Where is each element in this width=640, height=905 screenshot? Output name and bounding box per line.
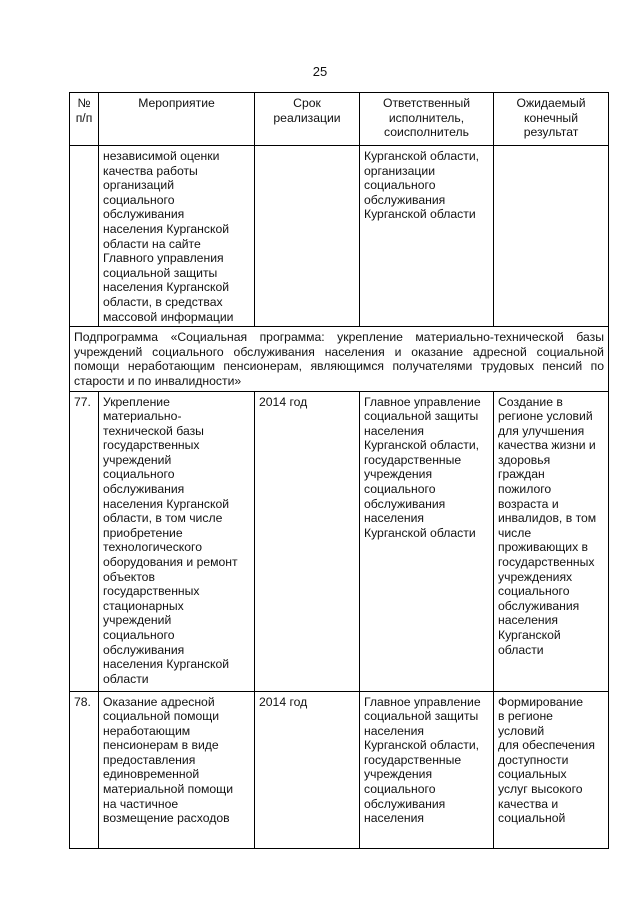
activities-table <box>69 92 609 849</box>
table-row <box>70 146 609 327</box>
row-activity: независимой оценки качества работы организаций социального обслуживания населения Курганской области на сайте Главного управления социальной защиты населения Курганской области, в средствах массовой информации <box>99 146 255 327</box>
row-activity: Оказание адресной социальной помощи неработающим пенсионерам в виде предоставления единовременной материальной помощи на частичное возмещение расходов <box>99 691 255 848</box>
row-num: 78. <box>70 691 99 848</box>
row-executor: Курганской области, организации социального обслуживания Курганской области <box>360 146 494 327</box>
table-row <box>70 691 609 848</box>
row-activity: Укрепление материально- технической базы государственных учреждений социального обслуживания населения Курганской области, в том числе приобретение технологического оборудования и ремонт объектов государственных стационарных учреждений социального обслуживания населения Курганской области <box>99 391 255 691</box>
row-executor: Главное управление социальной защиты населения Курганской области, государственные учреждения социального обслуживания населения <box>360 691 494 848</box>
row-result: Создание в регионе условий для улучшения качества жизни и здоровья граждан пожилого возраста и инвалидов, в том числе проживающих в государственных учреждениях социального обслуживания населения Курганской области <box>494 391 609 691</box>
row-executor: Главное управление социальной защиты населения Курганской области, государственные учреждения социального обслуживания населения Курганской области <box>360 391 494 691</box>
row-num <box>70 146 99 327</box>
header-result: Ожидаемый конечный результат <box>494 93 609 146</box>
header-activity: Мероприятие <box>99 93 255 146</box>
row-term: 2014 год <box>255 691 360 848</box>
row-term <box>255 146 360 327</box>
page-number: 25 <box>312 64 328 79</box>
row-num: 77. <box>70 391 99 691</box>
row-result <box>494 146 609 327</box>
header-num: № п/п <box>70 93 99 146</box>
table-row <box>70 391 609 691</box>
table-header-row <box>70 93 609 146</box>
header-term: Срок реализации <box>255 93 360 146</box>
subprogram-row <box>70 327 609 391</box>
header-executor: Ответственный исполнитель, соисполнитель <box>360 93 494 146</box>
subprogram-title: Подпрограмма «Социальная программа: укрепление материально-технической базы учреждений социального обслуживания населения и оказание адресной социальной помощи неработающим пенсионерам, являющимся получателями трудовых пенсий по старости и по инвалидности» <box>70 327 609 391</box>
row-term: 2014 год <box>255 391 360 691</box>
row-result: Формирование в регионе условий для обеспечения доступности социальных услуг высокого качества и социальной <box>494 691 609 848</box>
